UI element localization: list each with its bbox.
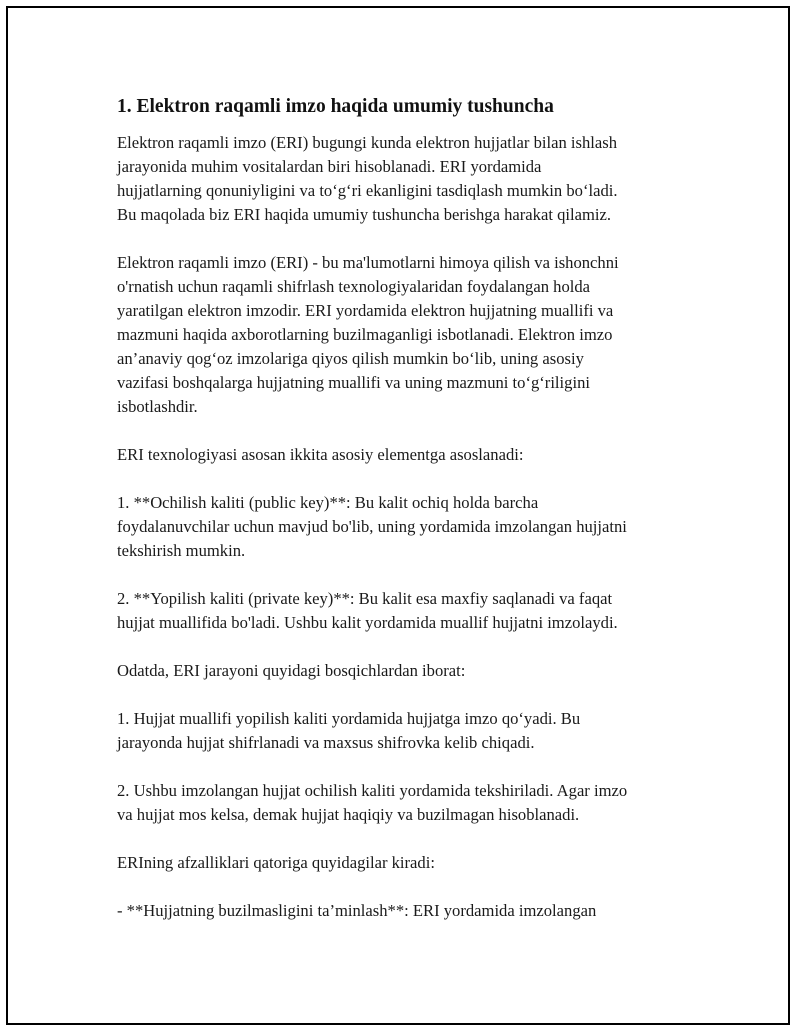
paragraph-line: Elektron raqamli imzo (ERI) - bu ma'lumotlarni himoya qilish va ishonchni [117, 253, 619, 272]
paragraph-line: va hujjat mos kelsa, demak hujjat haqiqiy va buzilmagan hisoblanadi. [117, 805, 580, 824]
paragraph-line: 2. **Yopilish kaliti (private key)**: Bu kalit esa maxfiy saqlanadi va faqat [117, 589, 613, 608]
paragraph-line: 2. Ushbu imzolangan hujjat ochilish kaliti yordamida tekshiriladi. Agar imzo [117, 781, 628, 800]
paragraph-line: tekshirish mumkin. [117, 541, 246, 560]
paragraph-line: isbotlashdir. [117, 397, 198, 416]
paragraph-line: Elektron raqamli imzo (ERI) bugungi kunda elektron hujjatlar bilan ishlash [117, 133, 617, 152]
paragraph-line: 1. **Ochilish kaliti (public key)**: Bu kalit ochiq holda barcha [117, 493, 539, 512]
paragraph-line: mazmuni haqida axborotlarning buzilmaganligi isbotlanadi. Elektron imzo [117, 325, 613, 344]
paragraph [117, 851, 697, 875]
section-heading: 1. Elektron raqamli imzo haqida umumiy tushuncha [117, 96, 554, 117]
paragraph [117, 131, 697, 227]
paragraph [117, 899, 697, 923]
paragraph-line: jarayonida muhim vositalardan biri hisoblanadi. ERI yordamida [117, 157, 542, 176]
paragraph-line: ERIning afzalliklari qatoriga quyidagilar kiradi: [117, 853, 435, 872]
paragraph-line: o'rnatish uchun raqamli shifrlash texnologiyalaridan foydalangan holda [117, 277, 591, 296]
paragraph [117, 443, 697, 467]
paragraph [117, 251, 697, 419]
paragraph-list [117, 131, 697, 923]
paragraph [117, 707, 697, 755]
paragraph-line: yaratilgan elektron imzodir. ERI yordamida elektron hujjatning muallifi va [117, 301, 614, 320]
paragraph-line: hujjat muallifida bo'ladi. Ushbu kalit yordamida muallif hujjatni imzolaydi. [117, 613, 618, 632]
paragraph-line: foydalanuvchilar uchun mavjud bo'lib, uning yordamida imzolangan hujjatni [117, 517, 627, 536]
paragraph-line: ERI texnologiyasi asosan ikkita asosiy elementga asoslanadi: [117, 445, 524, 464]
paragraph-line: - **Hujjatning buzilmasligini ta’minlash**: ERI yordamida imzolangan [117, 901, 597, 920]
paragraph-line: Bu maqolada biz ERI haqida umumiy tushuncha berishga harakat qilamiz. [117, 205, 611, 224]
document-body [117, 94, 697, 923]
paragraph-line: Odatda, ERI jarayoni quyidagi bosqichlardan iborat: [117, 661, 466, 680]
paragraph-line: 1. Hujjat muallifi yopilish kaliti yordamida hujjatga imzo qo‘yadi. Bu [117, 709, 581, 728]
paragraph-line: jarayonda hujjat shifrlanadi va maxsus shifrovka kelib chiqadi. [117, 733, 535, 752]
paragraph [117, 491, 697, 563]
paragraph-line: hujjatlarning qonuniyligini va to‘g‘ri ekanligini tasdiqlash mumkin bo‘ladi. [117, 181, 618, 200]
paragraph [117, 779, 697, 827]
paragraph [117, 587, 697, 635]
paragraph-line: an’anaviy qog‘oz imzolariga qiyos qilish mumkin bo‘lib, uning asosiy [117, 349, 584, 368]
paragraph-line: vazifasi boshqalarga hujjatning muallifi va uning mazmuni to‘g‘riligini [117, 373, 590, 392]
paragraph [117, 659, 697, 683]
